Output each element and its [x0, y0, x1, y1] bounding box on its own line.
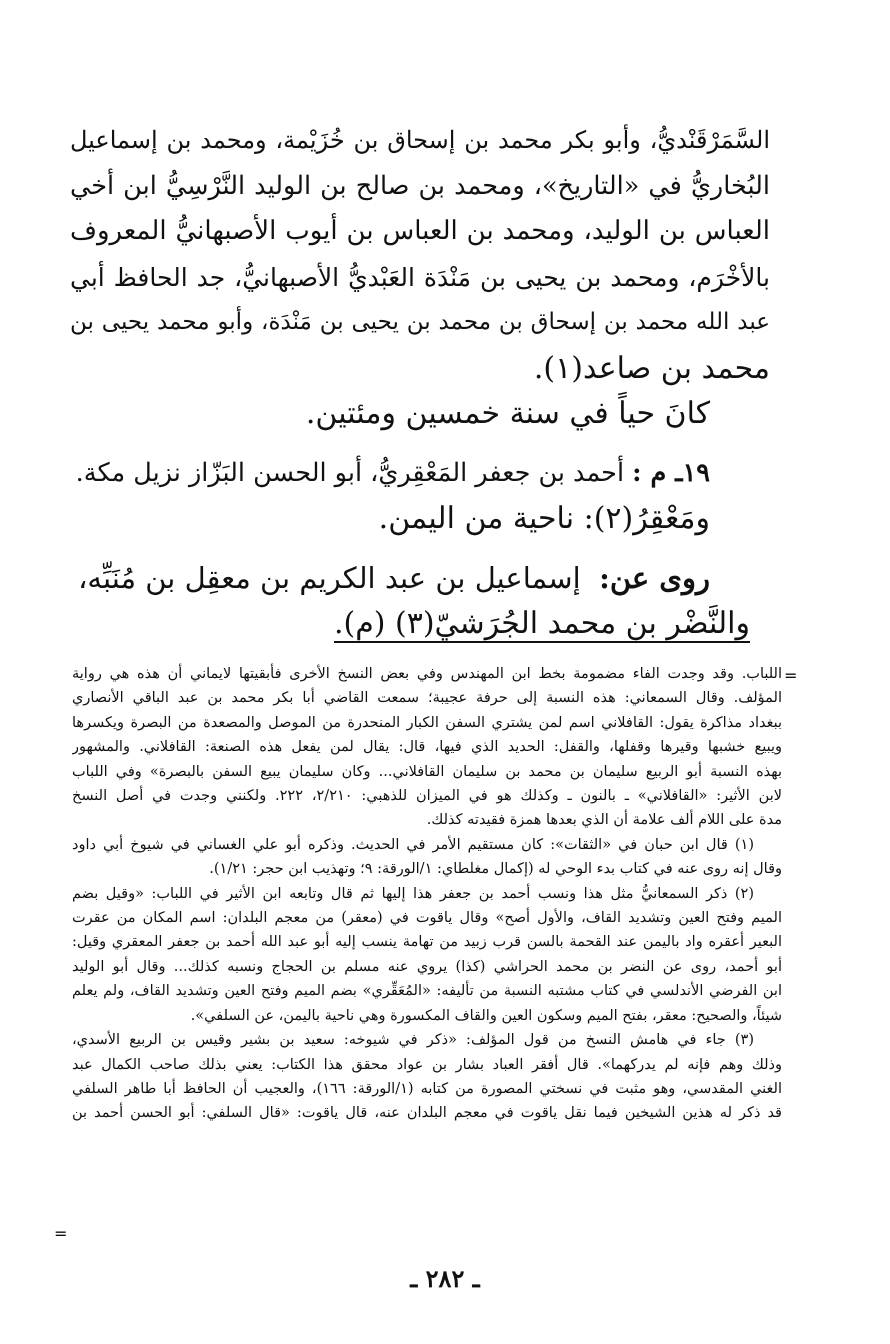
entry-number: ١٩ـ م : [632, 457, 710, 488]
footnote-line: ويبيع خشبها وقيرها وقفلها، والقفل: الحديد الذي فيها، قال: يقال لمن يفعل هذه الصنعة: القافلاني. والمشهور [72, 739, 782, 756]
footnote-2-line: الميم وفتح العين وتشديد القاف، والأول أصح» وقال ياقوت في (معقر) من معجم البلدان: اسم المكان من عقرت [72, 910, 782, 927]
footnote-2-line: شيئاً، والصحيح: معقر، بفتح الميم وسكون العين والقاف المكسورة وهي ناحية باليمن، عن السلفي». [190, 1007, 782, 1024]
footnote-2-line: أبو أحمد، روى عن النضر بن محمد الحراشي (كذا) يروي عنه مسلم بن الحجاج ونسبه كذلك... وقال أبو الوليد [72, 958, 782, 975]
text-line: محمد بن صاعد(١). [533, 350, 770, 386]
text-line: البُخاريُّ في «التاريخ»، ومحمد بن صالح بن الوليد النَّرْسِيُّ ابن أخي [70, 170, 770, 201]
footnote-2-line: البعير أعقره واد باليمن عند القحمة بالسن قرب زبيد من تهامة ينسب إليه أبو عبد الله أحمد بن جعفر المعقري وقيل: [72, 934, 782, 951]
main-text [70, 118, 770, 647]
rawa-line [70, 556, 770, 602]
entry-19-heading [70, 451, 770, 497]
footnote-line: ببغداد مذاكرة يقول: القافلاني اسم لمن يشتري السفن الكبار المنحدرة من الموصل والمصعدة من البصرة ويكسرها [72, 714, 782, 731]
footnote-3-line: قد ذكر له هذين الشيخين فيما نقل ياقوت في معجم البلدان عنه، قال ياقوت: «قال السلفي: أبو الحسن أحمد بن [72, 1105, 782, 1122]
footnote-2-line: ابن الفرضي الأندلسي في كتاب مشتبه النسبة من تأليفه: «المُعَقِّري» بضم الميم وفتح العين وتشديد القاف، ولم يعلم [72, 983, 782, 1000]
footnote-1-line: وقال إنه روى عنه في كتاب بدء الوحي له (إكمال مغلطاي: ١/الورقة: ٩؛ وتهذيب ابن حجر: ١/٢١). [209, 861, 782, 878]
text-line: السَّمَرْقَنْديُّ، وأبو بكر محمد بن إسحاق بن خُزَيْمة، ومحمد بن إسماعيل [70, 126, 770, 154]
footnote-3-line: وذلك وهم فإنه لم يدركهما». قال أفقر العباد بشار بن عواد محقق هذا الكتاب: يعني بذلك صاحب الكمال عبد [72, 1056, 782, 1073]
footnote-1-line: (١) قال ابن حبان في «الثقات»: كان مستقيم الأمر في الحديث. وذكره أبو علي الغساني في شيوخ أبي داود [72, 836, 754, 853]
footnote-line: المؤلف. وقال السمعاني: هذه النسبة إلى حرفة عجيبة؛ سمعت القاضي أبا بكر محمد بن عبد الباقي الأنصاري [72, 690, 782, 707]
footnote-2-line: (٢) ذكر السمعانيُّ مثل هذا ونسب أحمد بن جعفر هذا إليها ثم قال وتابعه ابن الأثير في اللباب: «وقيل بضم [72, 885, 754, 902]
footnote-3-line: (٣) جاء في هامش النسخ من قول المؤلف: «ذكر في شيوخه: سعيد بن بشير وقيس بن الربيع الأسدي، [72, 1032, 754, 1049]
entry-19-note: ومَعْقِرُ(٢): ناحية من اليمن. [378, 501, 710, 536]
footnote-line: اللباب. وقد وجدت الفاء مضمومة بخط ابن المهندس وفي بعض النسخ الأخرى فأبقيتها لايماني أن هذه هي رواية [72, 666, 782, 682]
footnote-3-line: الغني المقدسي، وهو مثبت في نسختي المصورة من كتابه (١/الورقة: ١٦٦)، والعجيب أن الحافظ أبا طاهر السلفي [72, 1080, 782, 1097]
entry-name: أحمد بن جعفر المَعْقِريُّ، أبو الحسن البَزّاز نزيل مكة. [75, 457, 625, 488]
rawa-teachers: إسماعيل بن عبد الكريم بن معقِل بن مُنَبِّه، [78, 560, 581, 595]
text-line: عبد الله محمد بن إسحاق بن محمد بن يحيى بن مَنْدَة، وأبو محمد يحيى بن [70, 309, 770, 335]
text-line: بالأخْرَم، ومحمد بن يحيى بن مَنْدَة العَبْديُّ الأصبهانيُّ، جد الحافظ أبي [70, 262, 770, 292]
text-line: العباس بن الوليد، ومحمد بن العباس بن أيوب الأصبهانيُّ المعروف [70, 216, 770, 246]
paragraph-narrators [70, 118, 770, 391]
footnote-line: بهذه النسبة أبو الربيع سليمان بن محمد بن سليمان القافلاني... وكان سليمان يبيع السفن بالبصرة» وفي اللباب [72, 763, 782, 780]
rawa-label: روى عن: [599, 560, 710, 595]
footnote-line: مدة على اللام ألف علامة أن الذي بعدها همزة فقيدته كذلك. [426, 812, 782, 829]
rawa-line-2: والنَّضْر بن محمد الجُرَشيّ(٣) (م). [333, 606, 750, 641]
footnotes [72, 662, 782, 1126]
footnote-line: لابن الأثير: «القافلاني» ـ بالنون ـ وكذلك هو في الميزان للذهبي: ٢/٢١٠، ٢٢٢. ولكنني وجدت في أصل النسخ [72, 788, 782, 805]
continuation-mark-bottom: = [54, 1224, 68, 1243]
page-number: ـ ٢٨٢ ـ [410, 1264, 480, 1293]
paragraph-alive-note: كانَ حياً في سنة خمسين ومئتين. [305, 396, 710, 431]
continuation-mark-top: = [784, 666, 798, 685]
